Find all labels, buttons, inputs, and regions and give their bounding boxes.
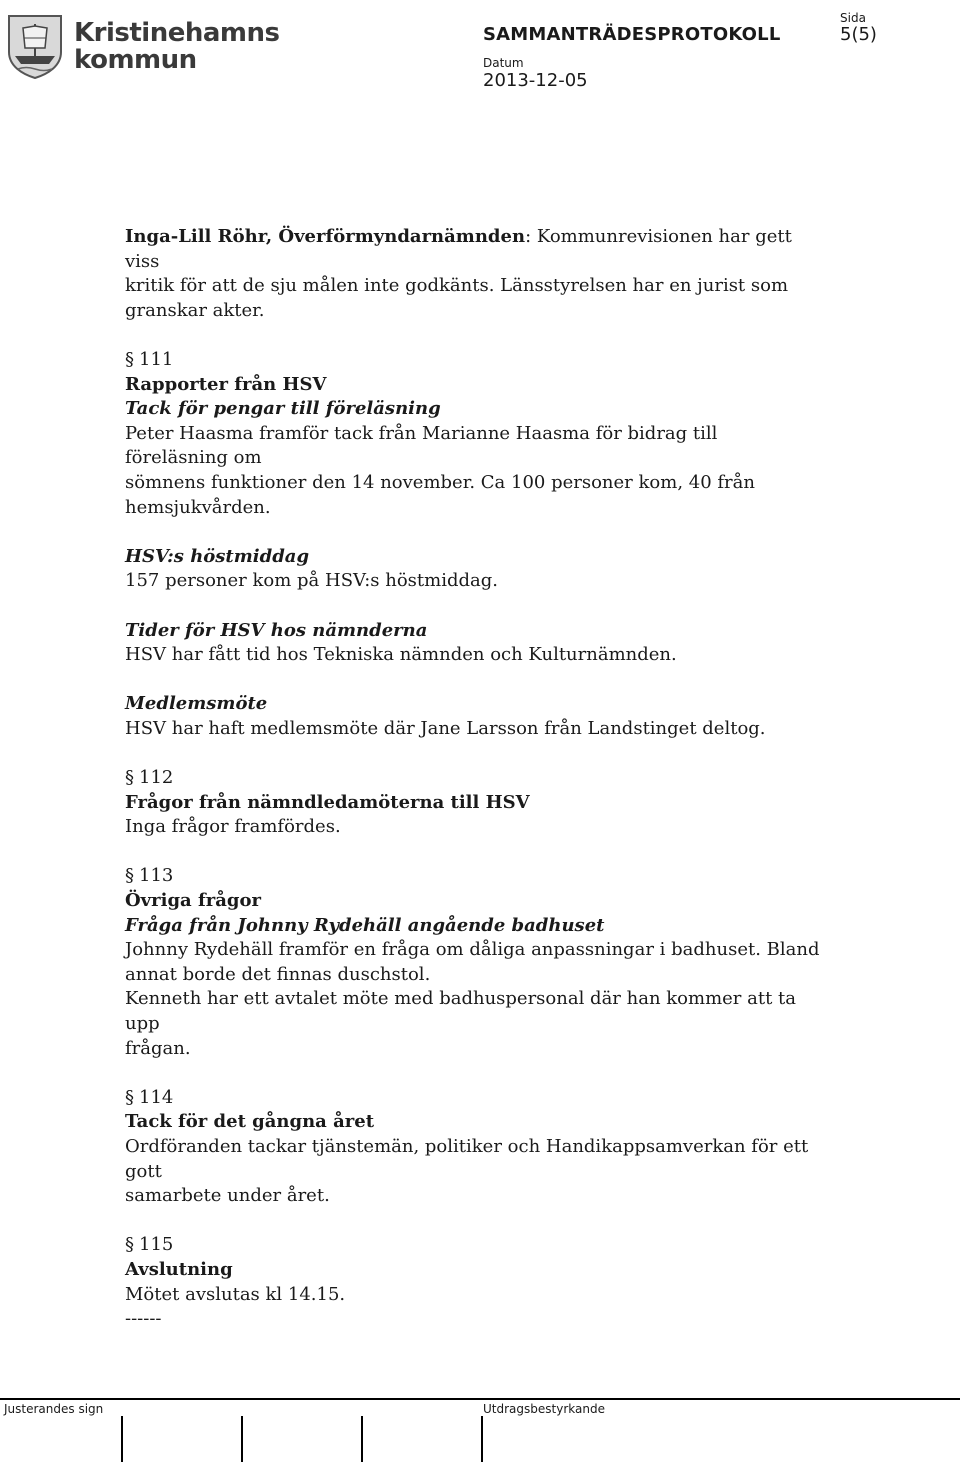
paragraph-sign: § bbox=[125, 348, 134, 370]
section-114-text: samarbete under året. bbox=[125, 1185, 330, 1207]
signature-box-divider bbox=[481, 1416, 483, 1462]
section-115-text: Mötet avslutas kl 14.15. bbox=[125, 1283, 346, 1305]
document-type: SAMMANTRÄDESPROTOKOLL bbox=[483, 24, 781, 45]
footer-divider bbox=[0, 1398, 960, 1400]
intro-paragraph bbox=[125, 225, 825, 323]
justerandes-sign-label: Justerandes sign bbox=[4, 1402, 104, 1416]
date-value: 2013-12-05 bbox=[483, 70, 588, 91]
section-114-text: Ordföranden tackar tjänstemän, politiker och Handikappsamverkan för ett gott bbox=[125, 1135, 809, 1182]
section-number: 114 bbox=[139, 1086, 174, 1108]
section-number: 111 bbox=[139, 348, 174, 370]
subsection-heading: Medlemsmöte bbox=[125, 693, 268, 715]
subsection-text: HSV har haft medlemsmöte där Jane Larsson från Landstinget deltog. bbox=[125, 717, 766, 739]
subsection-heading: Tack för pengar till föreläsning bbox=[125, 398, 441, 420]
subsection-heading: HSV:s höstmiddag bbox=[125, 545, 310, 567]
section-115 bbox=[125, 1233, 825, 1331]
section-111-title: Rapporter från HSV bbox=[125, 373, 327, 395]
section-114-number bbox=[125, 1086, 825, 1111]
section-113-text: Johnny Rydehäll framför en fråga om dåliga anpassningar i badhuset. Bland bbox=[125, 939, 820, 961]
section-114 bbox=[125, 1086, 825, 1209]
section-114-title: Tack för det gångna året bbox=[125, 1111, 375, 1133]
subsection-text: Peter Haasma framför tack från Marianne Haasma för bidrag till föreläsning om bbox=[125, 422, 718, 469]
section-111 bbox=[125, 348, 825, 742]
section-112 bbox=[125, 766, 825, 840]
page-number: 5(5) bbox=[840, 24, 877, 45]
subsection-text: sömnens funktioner den 14 november. Ca 100 personer kom, 40 från bbox=[125, 471, 755, 493]
section-112-text: Inga frågor framfördes. bbox=[125, 816, 341, 838]
protocol-content bbox=[125, 225, 825, 1332]
page-label: Sida bbox=[840, 11, 866, 25]
section-number: 112 bbox=[139, 767, 174, 789]
crest-ship-icon bbox=[6, 14, 64, 80]
org-name-line2: kommun bbox=[74, 45, 197, 75]
signature-footer bbox=[0, 1398, 960, 1466]
paragraph-sign: § bbox=[125, 1086, 134, 1108]
section-112-number bbox=[125, 766, 825, 791]
utdragsbestyrkande-label: Utdragsbestyrkande bbox=[483, 1402, 605, 1416]
section-113-title: Övriga frågor bbox=[125, 890, 261, 912]
subsection-heading: Tider för HSV hos nämnderna bbox=[125, 619, 428, 641]
signature-box-divider bbox=[361, 1416, 363, 1462]
section-115-number bbox=[125, 1233, 825, 1258]
section-113-text: frågan. bbox=[125, 1037, 191, 1059]
section-113-text: annat borde det finnas duschstol. bbox=[125, 963, 431, 985]
subsection-heading: Fråga från Johnny Rydehäll angående badhuset bbox=[125, 914, 605, 936]
signature-box-divider bbox=[241, 1416, 243, 1462]
section-112-title: Frågor från nämndledamöterna till HSV bbox=[125, 791, 530, 813]
subsection-text: HSV har fått tid hos Tekniska nämnden och Kulturnämnden. bbox=[125, 644, 677, 666]
paragraph-sign: § bbox=[125, 1234, 134, 1256]
org-name-line1: Kristinehamns bbox=[74, 18, 280, 48]
intro-text-line2: kritik för att de sju målen inte godkänts. Länsstyrelsen har en jurist som bbox=[125, 275, 789, 297]
intro-speaker: Inga-Lill Röhr, Överförmyndarnämnden bbox=[125, 226, 526, 247]
org-name bbox=[74, 20, 279, 74]
section-number: 113 bbox=[139, 865, 174, 887]
section-113-text: Kenneth har ett avtalet möte med badhuspersonal där han kommer att ta upp bbox=[125, 988, 797, 1034]
signature-box-divider bbox=[121, 1416, 123, 1462]
page-header bbox=[0, 0, 960, 100]
section-113 bbox=[125, 864, 825, 1061]
intro-text-line3: granskar akter. bbox=[125, 299, 265, 321]
paragraph-sign: § bbox=[125, 767, 134, 789]
section-115-title: Avslutning bbox=[125, 1258, 233, 1280]
end-mark: ------ bbox=[125, 1308, 162, 1330]
date-label: Datum bbox=[483, 56, 524, 70]
section-113-number bbox=[125, 864, 825, 889]
section-111-number bbox=[125, 348, 825, 373]
section-number: 115 bbox=[139, 1234, 174, 1256]
subsection-text: hemsjukvården. bbox=[125, 496, 271, 518]
paragraph-sign: § bbox=[125, 865, 134, 887]
subsection-text: 157 personer kom på HSV:s höstmiddag. bbox=[125, 570, 498, 592]
intro-text-line1: : Kommunrevisionen har gett viss bbox=[125, 226, 792, 272]
